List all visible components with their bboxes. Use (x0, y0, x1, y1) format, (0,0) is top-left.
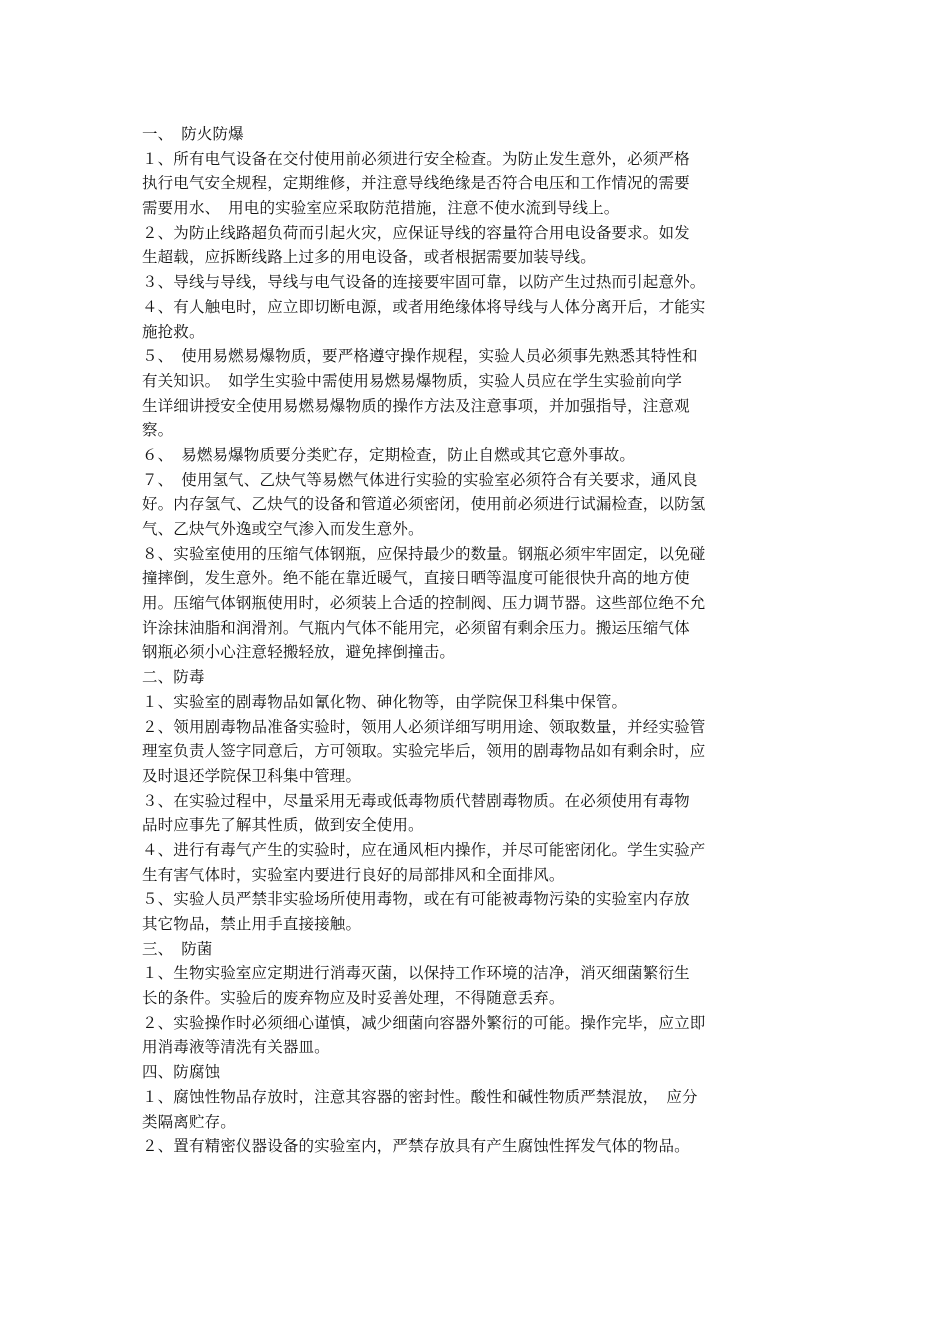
text-line: 需要用水、 用电的实验室应采取防范措施，注意不使水流到导线上。 (142, 199, 620, 218)
text-line: ８、实验室使用的压缩气体钢瓶，应保持最少的数量。钢瓶必须牢牢固定，以免碰 (142, 544, 706, 563)
text-line: ２、置有精密仪器设备的实验室内，严禁存放具有产生腐蚀性挥发气体的物品。 (142, 1137, 690, 1156)
text-line: ３、导线与导线，导线与电气设备的连接要牢固可靠，以防产生过热而引起意外。 (142, 273, 706, 292)
text-line: 理室负责人签字同意后，方可领取。实验完毕后，领用的剧毒物品如有剩余时，应 (142, 742, 706, 761)
text-line: 其它物品，禁止用手直接接触。 (142, 915, 362, 933)
text-line: １、所有电气设备在交付使用前必须进行安全检查。为防止发生意外，必须严格 (142, 149, 690, 168)
text-line: ４、进行有毒气产生的实验时，应在通风柜内操作，并尽可能密闭化。学生实验产 (142, 840, 706, 859)
text-line: 用。压缩气体钢瓶使用时，必须装上合适的控制阀、压力调节器。这些部位绝不允 (142, 594, 706, 613)
text-line: 钢瓶必须小心注意轻搬轻放，避免摔倒撞击。 (142, 643, 456, 662)
text-line: １、生物实验室应定期进行消毒灭菌，以保持工作环境的洁净，消灭细菌繁衍生 (142, 964, 690, 983)
text-line: １、腐蚀性物品存放时，注意其容器的密封性。酸性和碱性物质严禁混放， 应分 (142, 1087, 698, 1106)
text-line: 类隔离贮存。 (142, 1112, 236, 1131)
text-line: ６、 易燃易爆物质要分类贮存，定期检查，防止自燃或其它意外事故。 (142, 445, 636, 464)
text-line: ５、实验人员严禁非实验场所使用毒物，或在有可能被毒物污染的实验室内存放 (142, 890, 690, 909)
section-heading: 二、防毒 (142, 668, 205, 687)
text-line: 许涂抹油脂和润滑剂。气瓶内气体不能用完，必须留有剩余压力。搬运压缩气体 (142, 618, 690, 637)
text-line: ２、为防止线路超负荷而引起火灾，应保证导线的容量符合用电设备要求。如发 (142, 223, 690, 242)
text-line: 及时退还学院保卫科集中管理。 (142, 766, 362, 785)
text-line: 气、乙炔气外逸或空气渗入而发生意外。 (142, 520, 424, 538)
text-line: 长的条件。实验后的废弃物应及时妥善处理，不得随意丢弃。 (142, 989, 565, 1008)
text-line: 好。内存氢气、乙炔气的设备和管道必须密闭，使用前必须进行试漏检查，以防氢 (142, 495, 706, 514)
text-line: ２、领用剧毒物品准备实验时，领用人必须详细写明用途、领取数量，并经实验管 (142, 717, 706, 736)
text-line: 有关知识。 如学生实验中需使用易燃易爆物质，实验人员应在学生实验前向学 (142, 371, 683, 390)
text-line: １、实验室的剧毒物品如氰化物、砷化物等，由学院保卫科集中保管。 (142, 692, 628, 711)
text-line: 施抢救。 (142, 322, 205, 341)
text-line: 察。 (142, 421, 174, 440)
text-line: ５、 使用易燃易爆物质，要严格遵守操作规程，实验人员必须事先熟悉其特性和 (142, 347, 698, 366)
text-line: 生超载，应拆断线路上过多的用电设备，或者根据需要加装导线。 (142, 248, 596, 267)
document-body (142, 122, 812, 1159)
text-line: ４、有人触电时，应立即切断电源，或者用绝缘体将导线与人体分离开后，才能实 (142, 297, 706, 316)
text-line: ７、 使用氢气、乙炔气等易燃气体进行实验的实验室必须符合有关要求，通风良 (142, 470, 698, 489)
text-line: 撞摔倒，发生意外。绝不能在靠近暖气，直接日晒等温度可能很快升高的地方使 (142, 569, 690, 588)
text-line: 用消毒液等清洗有关器皿。 (142, 1038, 330, 1057)
text-line: ３、在实验过程中，尽量采用无毒或低毒物质代替剧毒物质。在必须使用有毒物 (142, 791, 690, 810)
text-line: 品时应事先了解其性质，做到安全使用。 (142, 816, 424, 835)
section-heading: 三、 防菌 (142, 939, 213, 958)
section-heading: 四、防腐蚀 (142, 1063, 221, 1082)
section-heading: 一、 防火防爆 (142, 125, 244, 143)
text-line: 生有害气体时，实验室内要进行良好的局部排风和全面排风。 (142, 865, 565, 884)
text-line: ２、实验操作时必须细心谨慎，减少细菌向容器外繁衍的可能。操作完毕，应立即 (142, 1013, 706, 1032)
text-line: 执行电气安全规程，定期维修，并注意导线绝缘是否符合电压和工作情况的需要 (142, 174, 690, 193)
text-line: 生详细讲授安全使用易燃易爆物质的操作方法及注意事项，并加强指导，注意观 (142, 396, 690, 415)
